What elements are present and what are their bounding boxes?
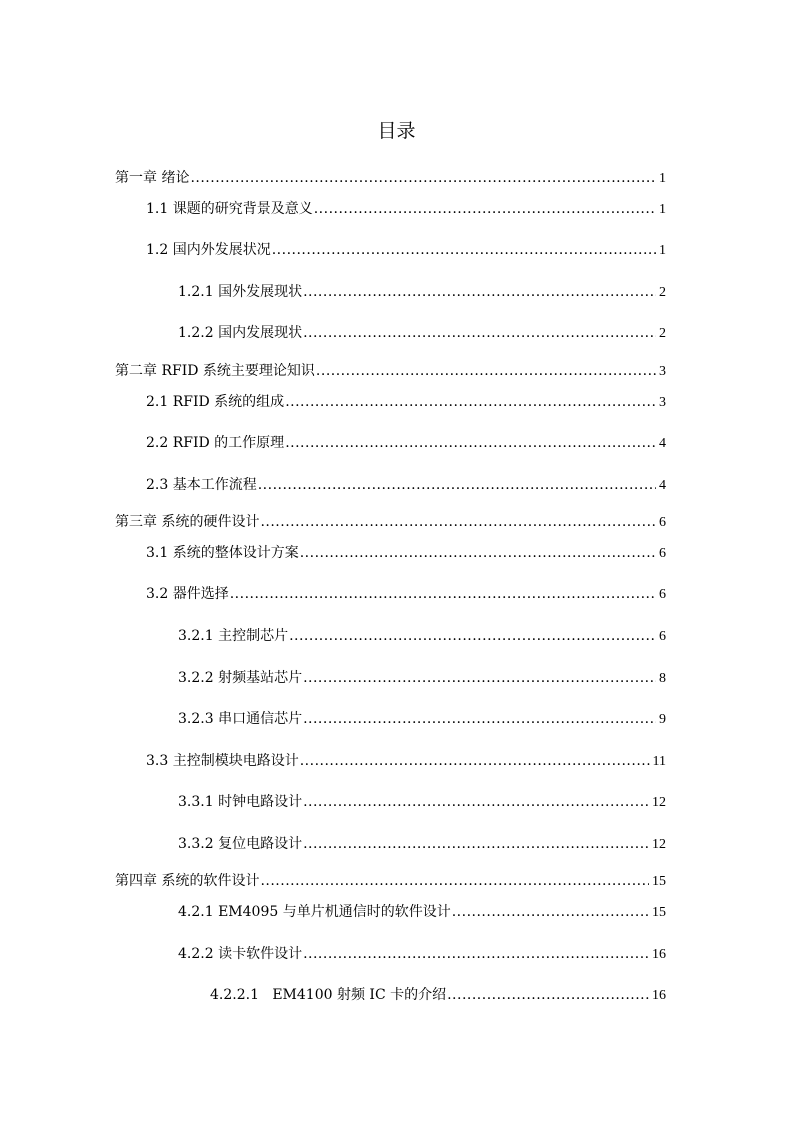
toc-entry-label: 3.1 系统的整体设计方案	[146, 545, 299, 561]
toc-leader-dots	[303, 792, 649, 812]
toc-entry-label: 3.2 器件选择	[146, 586, 229, 602]
toc-entry-page: 11	[652, 754, 666, 769]
toc-entry-page: 12	[652, 795, 666, 810]
toc-leader-dots	[303, 709, 656, 729]
toc-leader-dots	[447, 985, 649, 1005]
toc-entry-page: 1	[659, 243, 666, 258]
toc-entry[interactable]	[146, 240, 666, 261]
toc-entry-label: 2.1 RFID 系统的组成	[146, 394, 285, 410]
toc-leader-dots	[285, 392, 656, 412]
toc-entry[interactable]	[146, 751, 666, 772]
toc-entry[interactable]	[146, 584, 666, 605]
toc-entry-page: 4	[659, 436, 666, 451]
toc-entry[interactable]	[178, 902, 666, 923]
toc-leader-dots	[303, 944, 649, 964]
toc-entry-page: 2	[659, 326, 666, 341]
toc-entry-label: 第一章 绪论	[115, 170, 190, 186]
toc-entry-page: 8	[659, 671, 666, 686]
toc-leader-dots	[452, 902, 649, 922]
toc-entry-label: 1.2 国内外发展状况	[146, 242, 271, 258]
toc-leader-dots	[303, 282, 656, 302]
toc-entry-label: 2.3 基本工作流程	[146, 477, 257, 493]
toc-entry-label: 第二章 RFID 系统主要理论知识	[115, 363, 315, 379]
toc-entry[interactable]	[178, 834, 666, 855]
toc-entry-label: 3.2.2 射频基站芯片	[178, 670, 303, 686]
toc-leader-dots	[300, 751, 650, 771]
toc-leader-dots	[303, 668, 656, 688]
toc-entry-label: 第三章 系统的硬件设计	[115, 514, 260, 530]
toc-entry-label: 3.2.1 主控制芯片	[178, 628, 289, 644]
toc-entry-page: 6	[659, 546, 666, 561]
toc-entry-label: 1.1 课题的研究背景及意义	[146, 201, 313, 217]
toc-entry[interactable]	[178, 282, 666, 303]
toc-entry[interactable]	[210, 985, 666, 1006]
toc-entry[interactable]	[146, 199, 666, 220]
toc-entry-page: 6	[659, 515, 666, 530]
toc-entry-label: 4.2.1 EM4095 与单片机通信时的软件设计	[178, 904, 451, 920]
toc-leader-dots	[258, 475, 656, 495]
toc-entry-label: 3.3 主控制模块电路设计	[146, 753, 299, 769]
toc-entry-label: 3.3.1 时钟电路设计	[178, 794, 303, 810]
toc-leader-dots	[260, 512, 656, 532]
toc-entry-page: 6	[659, 587, 666, 602]
toc-entry-page: 16	[652, 988, 666, 1003]
toc-leader-dots	[303, 834, 649, 854]
toc-entry-page: 15	[652, 905, 666, 920]
toc-entry[interactable]	[178, 709, 666, 730]
toc-leader-dots	[289, 626, 656, 646]
toc-leader-dots	[314, 199, 656, 219]
toc-entry-label: 4.2.2 读卡软件设计	[178, 946, 303, 962]
toc-leader-dots	[316, 361, 656, 381]
toc-entry[interactable]	[178, 323, 666, 344]
toc-entry-page: 1	[659, 202, 666, 217]
toc-entry-page: 3	[659, 364, 666, 379]
toc-entry-label: 第四章 系统的软件设计	[115, 873, 260, 889]
toc-leader-dots	[303, 323, 656, 343]
toc-leader-dots	[260, 871, 649, 891]
toc-entry-page: 16	[652, 947, 666, 962]
toc-entry[interactable]	[146, 543, 666, 564]
toc-entry[interactable]	[178, 944, 666, 965]
toc-entry-page: 4	[659, 478, 666, 493]
toc-entry-label: 1.2.2 国内发展现状	[178, 325, 303, 341]
toc-entry[interactable]	[115, 168, 666, 189]
toc-entry[interactable]	[115, 871, 666, 892]
toc-entry-page: 12	[652, 837, 666, 852]
toc-entry-page: 3	[659, 395, 666, 410]
toc-title: 目录	[377, 120, 416, 142]
toc-entry[interactable]	[115, 512, 666, 533]
toc-entry[interactable]	[146, 475, 666, 496]
toc-leader-dots	[272, 240, 656, 260]
toc-entry-page: 15	[652, 874, 666, 889]
toc-entry-label: 2.2 RFID 的工作原理	[146, 435, 285, 451]
toc-entry-label: 3.3.2 复位电路设计	[178, 836, 303, 852]
toc-entry[interactable]	[146, 433, 666, 454]
toc-entry[interactable]	[178, 626, 666, 647]
toc-leader-dots	[230, 584, 656, 604]
toc-entry[interactable]	[178, 668, 666, 689]
toc-entry-page: 9	[659, 712, 666, 727]
toc-entry-label: 4.2.2.1 EM4100 射频 IC 卡的介绍	[210, 987, 447, 1003]
toc-entry[interactable]	[115, 361, 666, 382]
toc-entry-page: 6	[659, 629, 666, 644]
toc-leader-dots	[285, 433, 656, 453]
toc-entry[interactable]	[178, 792, 666, 813]
toc-entry-label: 1.2.1 国外发展现状	[178, 284, 303, 300]
toc-entry-page: 1	[659, 171, 666, 186]
toc-leader-dots	[190, 168, 656, 188]
toc-leader-dots	[300, 543, 656, 563]
toc-entry[interactable]	[146, 392, 666, 413]
toc-entry-page: 2	[659, 285, 666, 300]
toc-entry-label: 3.2.3 串口通信芯片	[178, 711, 303, 727]
